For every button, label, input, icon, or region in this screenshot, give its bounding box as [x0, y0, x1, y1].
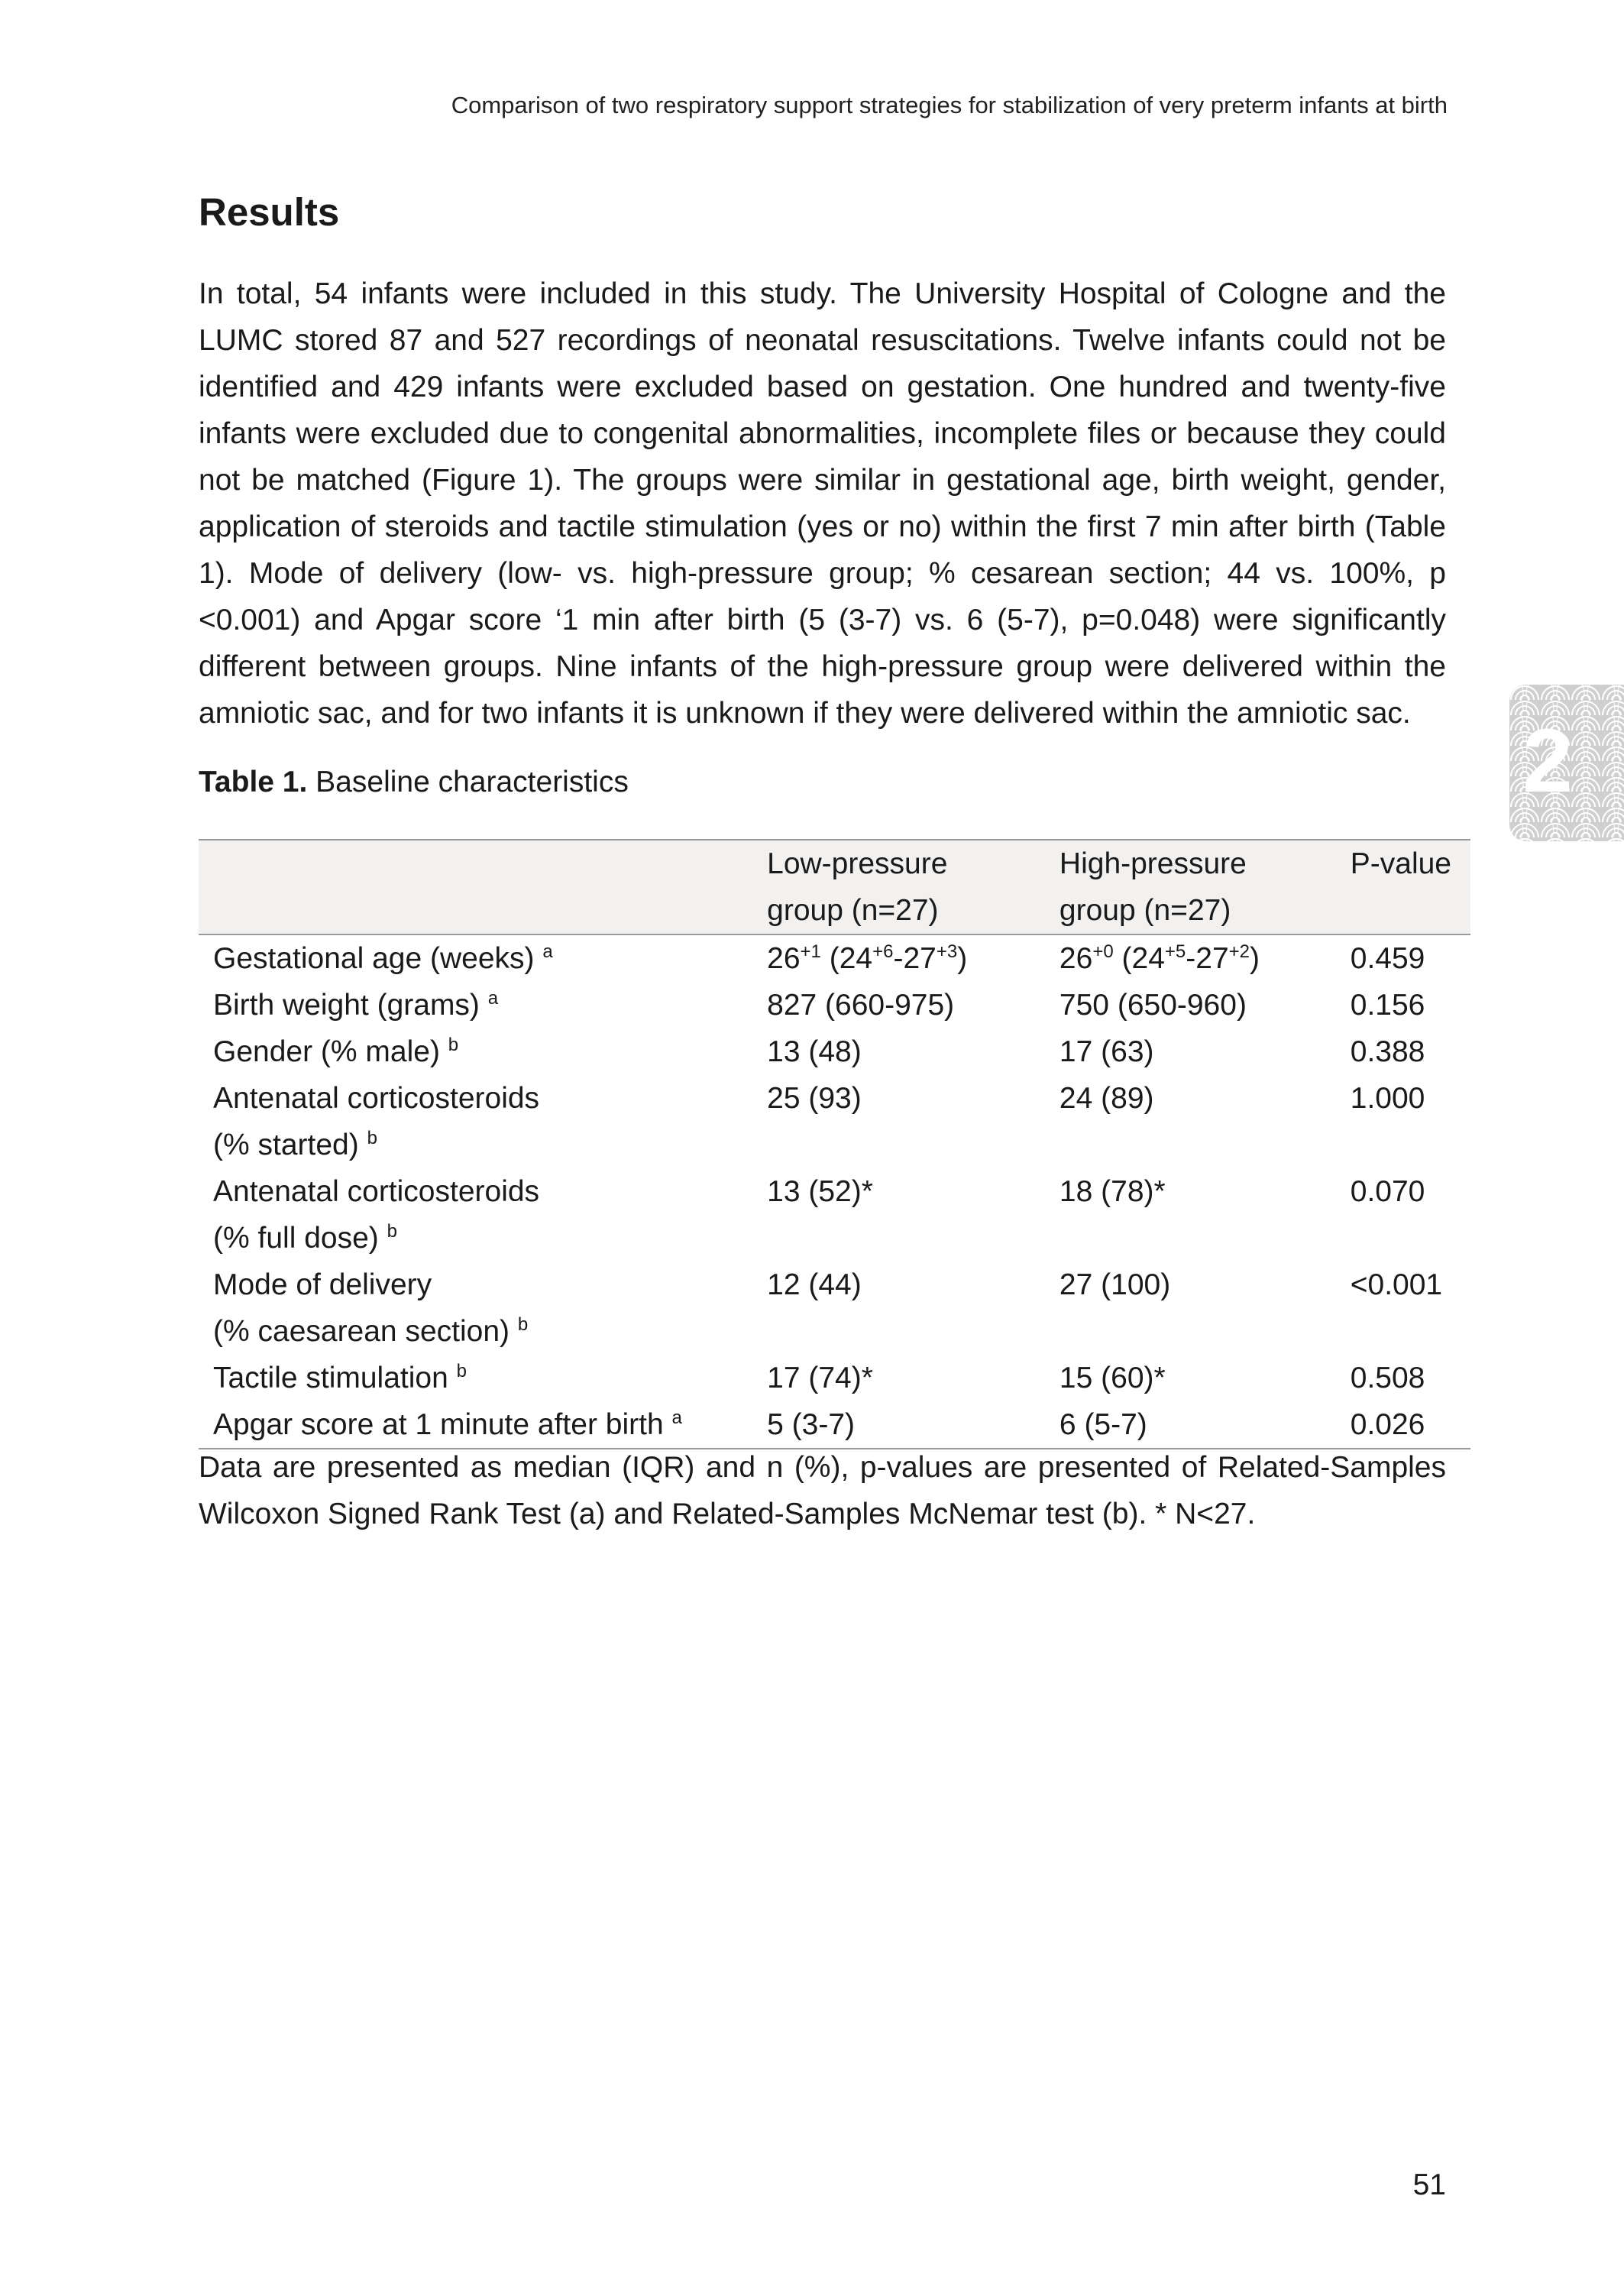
high-pressure-value: 15 (60)*	[1059, 1362, 1166, 1394]
row-label: Apgar score at 1 minute after birth $^a$	[213, 1407, 682, 1441]
running-header: Comparison of two respiratory support strategies for stabilization of very preterm infants at birth	[451, 92, 1448, 118]
high-pressure-value: 750 (650-960)	[1059, 989, 1247, 1022]
header-high-pressure: High-pressure group (n=27)	[1059, 847, 1247, 927]
p-value: 0.508	[1350, 1362, 1425, 1394]
table-caption-label: Table 1.	[199, 766, 308, 798]
p-value: 0.156	[1350, 989, 1425, 1022]
table-row	[199, 1261, 1470, 1355]
baseline-table	[199, 839, 1470, 1449]
row-label: Antenatal corticosteroids (% full dose) $^b$	[213, 1175, 540, 1255]
p-value: 0.388	[1350, 1035, 1425, 1068]
table-caption	[199, 766, 629, 799]
header-p-value: P-value	[1350, 847, 1451, 880]
p-value: 0.070	[1350, 1175, 1425, 1208]
chapter-number: 2	[1522, 711, 1573, 811]
low-pressure-value: 827 (660-975)	[767, 989, 955, 1022]
results-paragraph: In total, 54 infants were included in this study. The University Hospital of Cologne and the LUMC stored 87 and 527 recordings of neonatal resuscitations. Twelve infants could not be identified and 429 infants were excluded based on gestation. One hundred and twenty-five infants were excluded due to congenital abnormalities, incomplete files or because they could not be matched (Figure 1). The groups were similar in gestational age, birth weight, gender, application of steroids and tactile stimulation (yes or no) within the first 7 min after birth (Table 1). Mode of delivery (low- vs. high-pressure group; % cesarean section; 44 vs. 100%, p <0.001) and Apgar score ‘1 min after birth (5 (3-7) vs. 6 (5-7), p=0.048) were significantly different between groups. Nine infants of the high-pressure group were delivered within the amniotic sac, and for two infants it is unknown if they were delivered within the amniotic sac.	[199, 277, 1446, 730]
table-row	[199, 1355, 1470, 1401]
page-number: 51	[1412, 2168, 1446, 2201]
low-pressure-value: 12 (44)	[767, 1268, 862, 1301]
table-row	[199, 934, 1470, 982]
high-pressure-value: 27 (100)	[1059, 1268, 1171, 1301]
high-pressure-value: 18 (78)*	[1059, 1175, 1166, 1208]
low-pressure-value: 25 (93)	[767, 1082, 862, 1115]
table-row	[199, 982, 1470, 1028]
row-label: Birth weight (grams) $^a$	[213, 988, 499, 1022]
row-label: Mode of delivery (% caesarean section) $^b$	[213, 1268, 529, 1348]
table-footnote: Data are presented as median (IQR) and n (%), p-values are presented of Related-Samples Wilcoxon Signed Rank Test (a) and Related-Samples McNemar test (b). * N<27.	[199, 1451, 1446, 1530]
low-pressure-value: 13 (52)*	[767, 1175, 873, 1208]
low-pressure-value: 5 (3-7)	[767, 1408, 856, 1441]
row-label: Gender (% male) $^b$	[213, 1035, 459, 1068]
p-value: 0.026	[1350, 1408, 1425, 1441]
table-caption-text: Baseline characteristics	[315, 766, 629, 798]
chapter-tab	[1509, 685, 1624, 841]
header-empty-cell	[199, 840, 767, 934]
table-header-row	[199, 840, 1470, 934]
table-row	[199, 1168, 1470, 1261]
high-pressure-value: 6 (5-7)	[1059, 1408, 1147, 1441]
p-value: 1.000	[1350, 1082, 1425, 1115]
high-pressure-value: 17 (63)	[1059, 1035, 1154, 1068]
section-title: Results	[199, 190, 340, 234]
p-value: 0.459	[1350, 942, 1425, 975]
header-low-pressure: Low-pressure group (n=27)	[767, 847, 948, 927]
table-row	[199, 1401, 1470, 1449]
table-row	[199, 1028, 1470, 1075]
high-pressure-value: $26^{+0}$ $(24^{+5}-27^{+2})$	[1059, 941, 1260, 975]
row-label: Tactile stimulation $^b$	[213, 1361, 467, 1394]
high-pressure-value: 24 (89)	[1059, 1082, 1154, 1115]
table-row	[199, 1075, 1470, 1168]
p-value: <0.001	[1350, 1268, 1443, 1301]
low-pressure-value: 17 (74)*	[767, 1362, 873, 1394]
row-label: Gestational age (weeks) $^a$	[213, 941, 553, 975]
low-pressure-value: 13 (48)	[767, 1035, 862, 1068]
row-label: Antenatal corticosteroids (% started) $^b$	[213, 1082, 540, 1161]
low-pressure-value: $26^{+1}$ $(24^{+6}-27^{+3})$	[767, 941, 968, 975]
